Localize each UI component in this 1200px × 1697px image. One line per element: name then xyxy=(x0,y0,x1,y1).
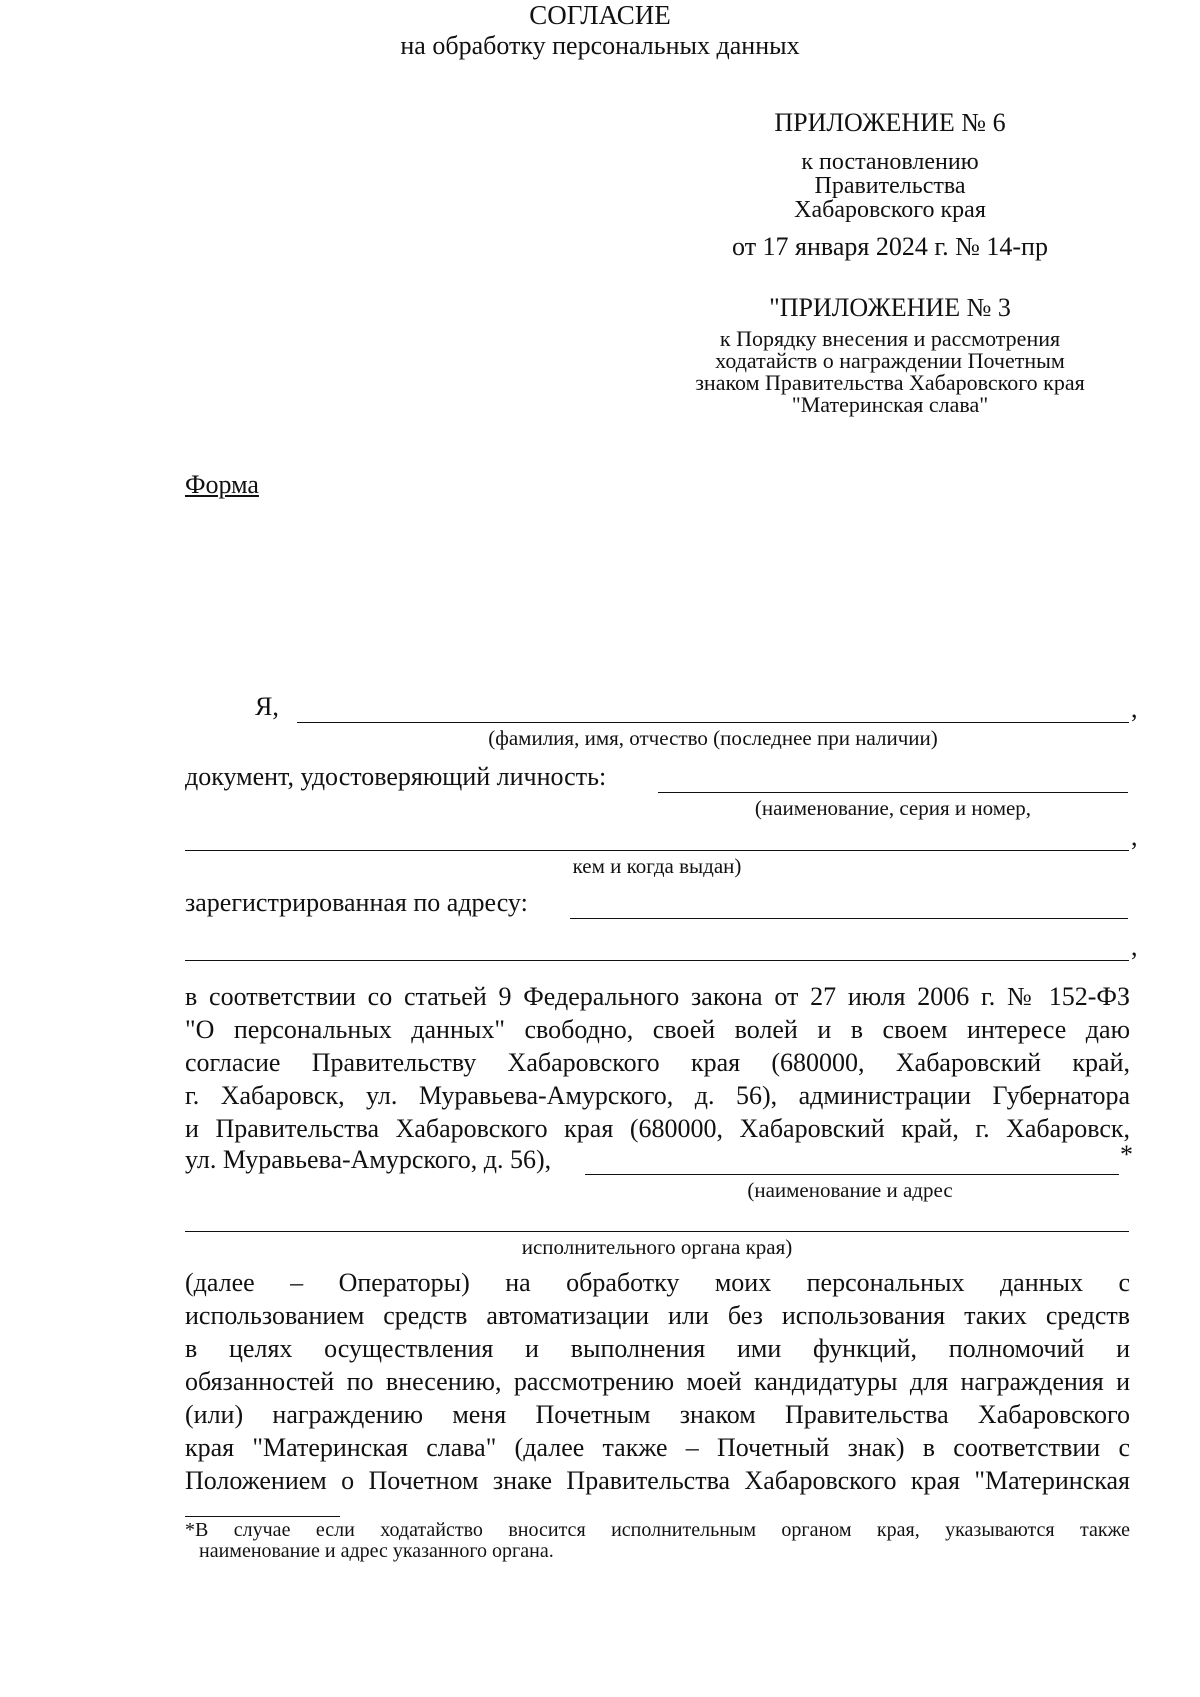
document-subtitle: на обработку персональных данных xyxy=(400,31,800,60)
footnote-marker: * xyxy=(1120,1140,1133,1169)
document-field-line-2[interactable] xyxy=(185,850,1129,851)
address-field-line-2[interactable] xyxy=(185,960,1129,961)
appendix-3-heading: "ПРИЛОЖЕНИЕ № 3 xyxy=(769,293,1011,322)
document-title: СОГЛАСИЕ xyxy=(529,0,671,30)
paragraph-line: края "Материнская слава" (далее также – Почетный знак) в соответствии с xyxy=(185,1433,1130,1462)
order-reference-line: "Материнская слава" xyxy=(791,392,989,417)
document-field-line[interactable] xyxy=(658,792,1128,793)
order-reference-line: к Порядку внесения и рассмотрения xyxy=(719,326,1061,351)
consent-paragraph-2 xyxy=(185,1266,1130,1497)
consent-paragraph-1 xyxy=(185,980,1130,1145)
footnote xyxy=(185,1520,1130,1562)
paragraph-line: "О персональных данных" свободно, своей волей и в своем интересе даю xyxy=(185,1015,1130,1044)
organ-caption-2: исполнительного органа края) xyxy=(521,1235,793,1259)
resolution-date: от 17 января 2024 г. № 14-пр xyxy=(732,232,1048,261)
form-label: Форма xyxy=(185,470,259,499)
paragraph-line: и Правительства Хабаровского края (680000, Хабаровский край, г. Хабаровск, xyxy=(185,1114,1130,1143)
resolution-reference-line: Хабаровского края xyxy=(794,197,986,223)
document-caption-2: кем и когда выдан) xyxy=(572,854,742,878)
appendix-6-heading: ПРИЛОЖЕНИЕ № 6 xyxy=(774,108,1006,137)
order-reference-line: знаком Правительства Хабаровского края xyxy=(695,370,1085,395)
footnote-line: наименование и адрес указанного органа. xyxy=(199,1540,554,1562)
paragraph-line: г. Хабаровск, ул. Муравьева-Амурского, д. 56), администрации Губернатора xyxy=(185,1081,1130,1110)
resolution-reference-line: Правительства xyxy=(814,173,966,199)
document-comma: , xyxy=(1131,822,1138,851)
footnote-line: *В случае если ходатайство вносится исполнительным органом края, указываются также xyxy=(185,1519,1130,1541)
order-reference-line: ходатайств о награждении Почетным xyxy=(715,348,1065,373)
organ-field-line[interactable] xyxy=(585,1174,1119,1175)
paragraph-line: (или) награждению меня Почетным знаком Правительства Хабаровского xyxy=(185,1400,1130,1429)
paragraph-line: (далее – Операторы) на обработку моих персональных данных с xyxy=(185,1268,1130,1297)
paragraph-1-last-line: ул. Муравьева-Амурского, д. 56), xyxy=(185,1145,552,1174)
paragraph-line: в целях осуществления и выполнения ими функций, полномочий и xyxy=(185,1334,1130,1363)
paragraph-line: в соответствии со статьей 9 Федерального закона от 27 июля 2006 г. № 152-ФЗ xyxy=(185,982,1130,1011)
address-field-line[interactable] xyxy=(570,918,1128,919)
resolution-reference xyxy=(720,150,1060,222)
paragraph-line: согласие Правительству Хабаровского края (680000, Хабаровский край, xyxy=(185,1048,1130,1077)
name-comma: , xyxy=(1131,694,1138,723)
footnote-divider xyxy=(185,1516,340,1517)
name-prefix: Я, xyxy=(255,692,279,721)
resolution-reference-line: к постановлению xyxy=(801,149,979,175)
document-caption-1: (наименование, серия и номер, xyxy=(754,796,1032,820)
paragraph-line: обязанностей по внесению, рассмотрению моей кандидатуры для награждения и xyxy=(185,1367,1130,1396)
paragraph-line: использованием средств автоматизации или без использования таких средств xyxy=(185,1301,1130,1330)
address-label: зарегистрированная по адресу: xyxy=(185,888,528,917)
document-label: документ, удостоверяющий личность: xyxy=(185,762,607,791)
name-field-line[interactable] xyxy=(297,722,1129,723)
organ-field-line-2[interactable] xyxy=(185,1231,1129,1232)
name-caption: (фамилия, имя, отчество (последнее при наличии) xyxy=(488,726,938,750)
address-comma: , xyxy=(1131,932,1138,961)
organ-caption-1: (наименование и адрес xyxy=(747,1178,953,1202)
order-reference xyxy=(680,328,1100,416)
paragraph-line: Положением о Почетном знаке Правительства Хабаровского края "Материнская xyxy=(185,1466,1130,1495)
